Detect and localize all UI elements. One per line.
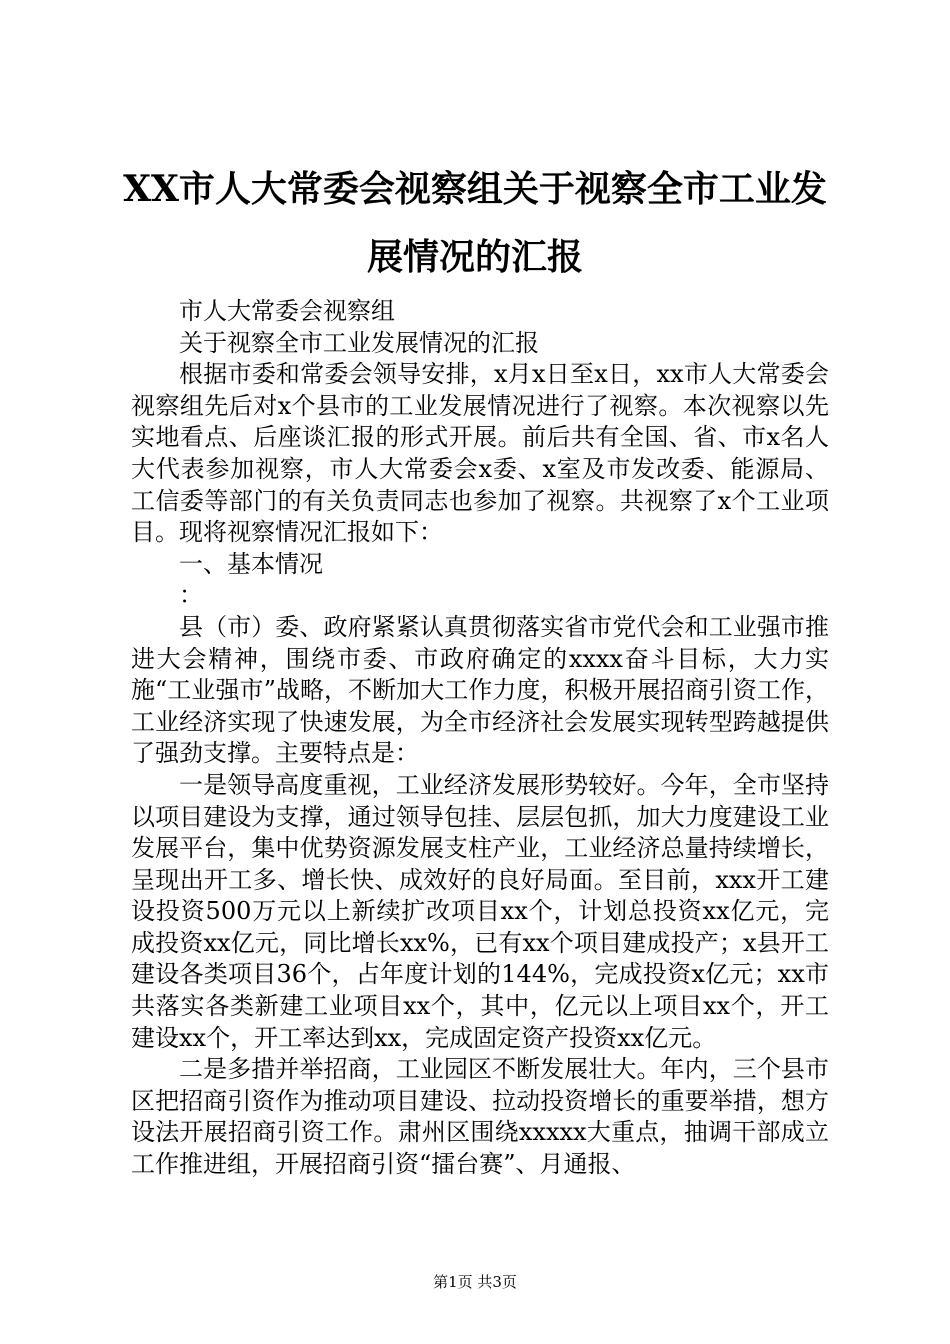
paragraph-org: 市人大常委会视察组 bbox=[179, 297, 395, 325]
section-heading-basic: 一、基本情况 bbox=[179, 549, 323, 578]
paragraph-overview: 县（市）委、政府紧紧认真贯彻落实省市党代会和工业强市推进大会精神，围绕市委、市政府确定的xxxx奋斗目标，大力实施“工业强市”战略，不断加大工作力度，积极开展招商引资工作，工业经济实现了快速发展，为全市经济社会发展实现转型跨越提供了强劲支撑。主要特点是： bbox=[131, 612, 829, 768]
title-line-1: XX市人大常委会视察组关于视察全市工业发 bbox=[123, 168, 827, 210]
document-body bbox=[131, 296, 829, 1181]
document-title bbox=[110, 155, 840, 291]
title-line-2: 展情况的汇报 bbox=[366, 236, 583, 278]
page-footer: 第1页 共3页 bbox=[433, 1273, 517, 1291]
paragraph-point-one: 一是领导高度重视，工业经济发展形势较好。今年，全市坚持以项目建设为支撑，通过领导包挂、层层包抓，加大力度建设工业发展平台，集中优势资源发展支柱产业，工业经济总量持续增长，呈现出开工多、增长快、成效好的良好局面。至目前，xxx开工建设投资500万元以上新续扩改项目xx个，计划总投资xx亿元，完成投资xx亿元，同比增长xx%，已有xx个项目建成投产；x县开工建设各类项目36个，占年度计划的144%，完成投资x亿元；xx市共落实各类新建工业项目xx个，其中，亿元以上项目xx个，开工建设xx个，开工率达到xx，完成固定资产投资xx亿元。 bbox=[131, 770, 829, 1052]
paragraph-colon: ： bbox=[179, 581, 203, 610]
paragraph-subtitle: 关于视察全市工业发展情况的汇报 bbox=[179, 328, 539, 357]
paragraph-point-two: 二是多措并举招商，工业园区不断发展壮大。年内，三个县市区把招商引资作为推动项目建设、拉动投资增长的重要举措，想方设法开展招商引资工作。肃州区围绕xxxxx大重点，抽调干部成立工作推进组，开展招商引资“擂台赛”、月通报、 bbox=[131, 1055, 829, 1179]
paragraph-intro: 根据市委和常委会领导安排，x月x日至x日，xx市人大常委会视察组先后对x个县市的工业发展情况进行了视察。本次视察以先实地看点、后座谈汇报的形式开展。前后共有全国、省、市x名人大代表参加视察，市人大常委会x委、x室及市发改委、能源局、工信委等部门的有关负责同志也参加了视察。共视察了x个工业项目。现将视察情况汇报如下： bbox=[131, 360, 829, 547]
